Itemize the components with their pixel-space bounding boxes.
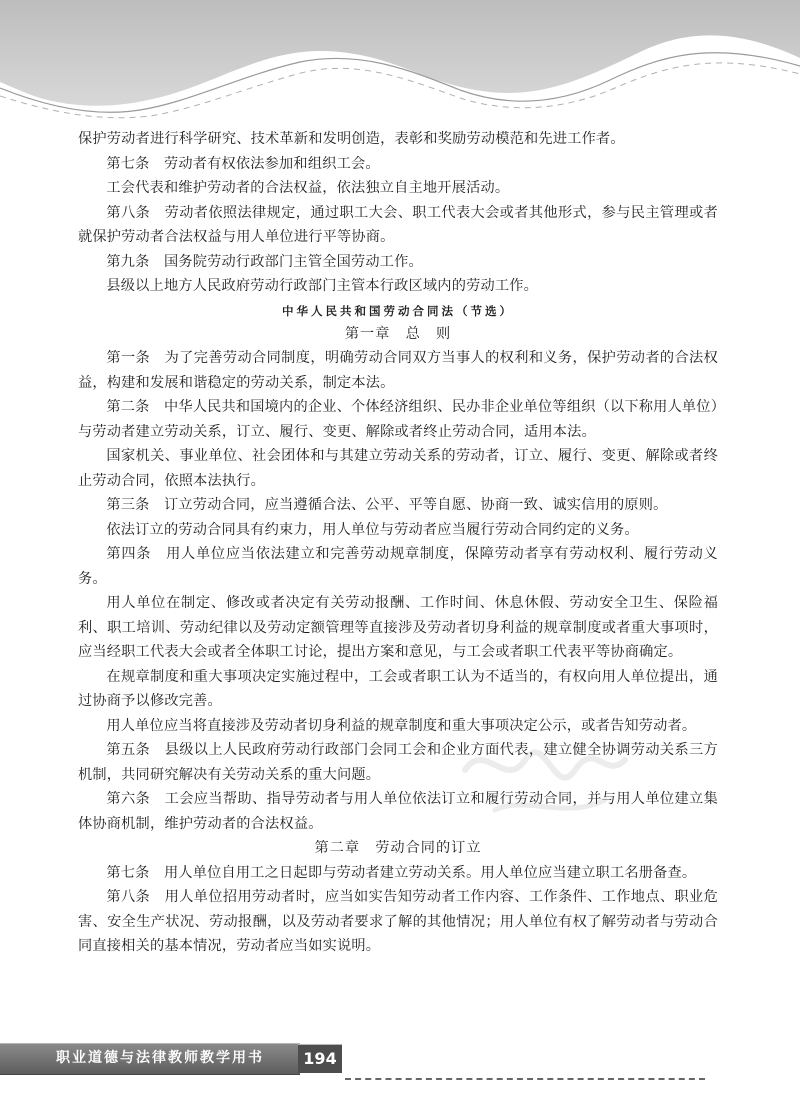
- paragraph: 第九条 国务院劳动行政部门主管全国劳动工作。: [106, 253, 423, 270]
- paragraph: 县级以上地方人民政府劳动行政部门主管本行政区域内的劳动工作。: [106, 278, 539, 294]
- paragraph: 第八条 用人单位招用劳动者时，应当如实告知劳动者工作内容、工作条件、工作地点、职业危害、安全生产状况、劳动报酬，以及劳动者要求了解的其他情况；用人单位有权了解劳动者与劳动合同直接相关的基本情况，劳动者应当如实说明。: [78, 889, 718, 954]
- paragraph: 第二条 中华人民共和国境内的企业、个体经济组织、民办非企业单位等组织（以下称用人单位）与劳动者建立劳动关系，订立、履行、变更、解除或者终止劳动合同，适用本法。: [78, 399, 718, 440]
- footer-book-title: 职业道德与法律教师教学用书: [56, 1050, 264, 1066]
- paragraph: 依法订立的劳动合同具有约束力，用人单位与劳动者应当履行劳动合同约定的义务。: [106, 521, 639, 538]
- law-title: 中华人民共和国劳动合同法（节选）: [282, 303, 514, 318]
- paragraph: 国家机关、事业单位、社会团体和与其建立劳动关系的劳动者，订立、履行、变更、解除或者终止劳动合同，依照本法执行。: [78, 448, 718, 489]
- paragraph: 第七条 用人单位自用工之日起即与劳动者建立劳动关系。用人单位应当建立职工名册备查。: [106, 864, 697, 881]
- paragraph: 用人单位应当将直接涉及劳动者切身利益的规章制度和重大事项决定公示，或者告知劳动者。: [106, 717, 697, 734]
- article-group-top: [78, 127, 718, 299]
- paragraph: 保护劳动者进行科学研究、技术革新和发明创造，表彰和奖励劳动模范和先进工作者。: [78, 131, 625, 147]
- chapter-heading: 第一章 总 则: [344, 325, 452, 342]
- paragraph: 工会代表和维护劳动者的合法权益，依法独立自主地开展活动。: [106, 180, 510, 196]
- paragraph: 在规章制度和重大事项决定实施过程中，工会或者职工认为不适当的，有权向用人单位提出，通过协商予以修改完善。: [78, 668, 718, 709]
- chapter-heading: 第二章 劳动合同的订立: [314, 840, 482, 856]
- paragraph: 用人单位在制定、修改或者决定有关劳动报酬、工作时间、休息休假、劳动安全卫生、保险福利、职工培训、劳动纪律以及劳动定额管理等直接涉及劳动者切身利益的规章制度或者重大事项时，应当经职工代表大会或者全体职工讨论，提出方案和意见，与工会或者职工代表平等协商确定。: [78, 595, 718, 660]
- page-number: 194: [298, 1044, 342, 1073]
- footer-dashed-line: [345, 1078, 705, 1080]
- paragraph: 第一条 为了完善劳动合同制度，明确劳动合同双方当事人的权利和义务，保护劳动者的合法权益，构建和发展和谐稳定的劳动关系，制定本法。: [78, 350, 718, 391]
- paragraph: 第六条 工会应当帮助、指导劳动者与用人单位依法订立和履行劳动合同，并与用人单位建立集体协商机制，维护劳动者的合法权益。: [78, 791, 718, 832]
- watermark-scribble: [455, 700, 635, 840]
- chapter-2-body: [78, 861, 718, 959]
- decorative-header-wave: [0, 0, 800, 125]
- paragraph: 第七条 劳动者有权依法参加和组织工会。: [106, 155, 380, 172]
- paragraph: 第三条 订立劳动合同，应当遵循合法、公平、平等自愿、协商一致、诚实信用的原则。: [106, 497, 668, 513]
- paragraph: 第五条 县级以上人民政府劳动行政部门会同工会和企业方面代表，建立健全协调劳动关系三方机制，共同研究解决有关劳动关系的重大问题。: [78, 742, 718, 783]
- paragraph: 第四条 用人单位应当依法建立和完善劳动规章制度，保障劳动者享有劳动权利、履行劳动义务。: [78, 546, 718, 587]
- paragraph: 第八条 劳动者依照法律规定，通过职工大会、职工代表大会或者其他形式，参与民主管理或者就保护劳动者合法权益与用人单位进行平等协商。: [78, 204, 718, 245]
